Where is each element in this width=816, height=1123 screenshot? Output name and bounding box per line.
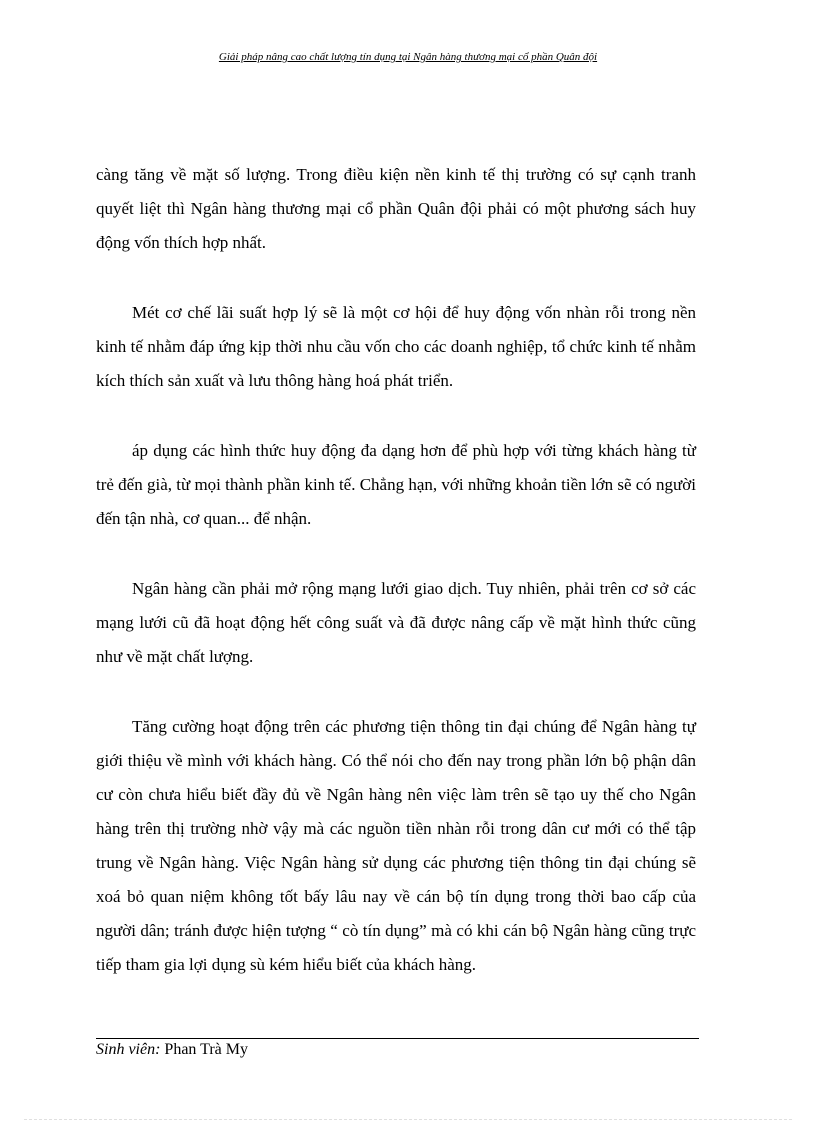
student-name: Phan Trà My <box>164 1041 248 1058</box>
document-body <box>96 158 696 1018</box>
footer <box>96 1041 248 1059</box>
paragraph-4: Ngân hàng cần phải mở rộng mạng lưới giao dịch. Tuy nhiên, phải trên cơ sở các mạng lưới cũ đã hoạt động hết công suất và đã được nâng cấp về mặt hình thức cũng như về mặt chất lượng. <box>96 579 696 666</box>
footer-divider <box>96 1038 699 1039</box>
page-header: Giải pháp nâng cao chất lượng tín dụng tại Ngân hàng thương mại cổ phần Quân đội <box>218 51 598 63</box>
paragraph-3: áp dụng các hình thức huy động đa dạng hơn để phù hợp với từng khách hàng từ trẻ đến già, từ mọi thành phần kinh tế. Chẳng hạn, với những khoản tiền lớn sẽ có người đến tận nhà, cơ quan... để nhận. <box>96 441 696 528</box>
page-edge <box>24 1119 792 1120</box>
footer-label: Sinh viên <box>96 1041 156 1058</box>
paragraph-1: càng tăng về mặt số lượng. Trong điều kiện nền kinh tế thị trường có sự cạnh tranh quyết liệt thì Ngân hàng thương mại cổ phần Quân đội phải có một phương sách huy động vốn thích hợp nhất. <box>96 165 696 252</box>
paragraph-5: Tăng cường hoạt động trên các phương tiện thông tin đại chúng để Ngân hàng tự giới thiệu về mình với khách hàng. Có thể nói cho đến nay trong phần lớn bộ phận dân cư còn chưa hiểu biết đầy đủ về Ngân hàng nên việc làm trên sẽ tạo uy thế cho Ngân hàng trên thị trường nhờ vậy mà các nguồn tiền nhàn rỗi trong dân cư mới có thể tập trung về Ngân hàng. Việc Ngân hàng sử dụng các phương tiện thông tin đại chúng sẽ xoá bỏ quan niệm không tốt bấy lâu nay về cán bộ tín dụng trong thời bao cấp của người dân; tránh được hiện tượng “ cò tín dụng” mà có khi cán bộ Ngân hàng cũng trực tiếp tham gia lợi dụng sù kém hiểu biết của khách hàng. <box>96 717 696 974</box>
paragraph-2: Mét cơ chế lãi suất hợp lý sẽ là một cơ hội để huy động vốn nhàn rỗi trong nền kinh tế nhằm đáp ứng kịp thời nhu cầu vốn cho các doanh nghiệp, tổ chức kinh tế nhằm kích thích sản xuất và lưu thông hàng hoá phát triển. <box>96 303 696 390</box>
footer-separator: : <box>155 1041 161 1058</box>
